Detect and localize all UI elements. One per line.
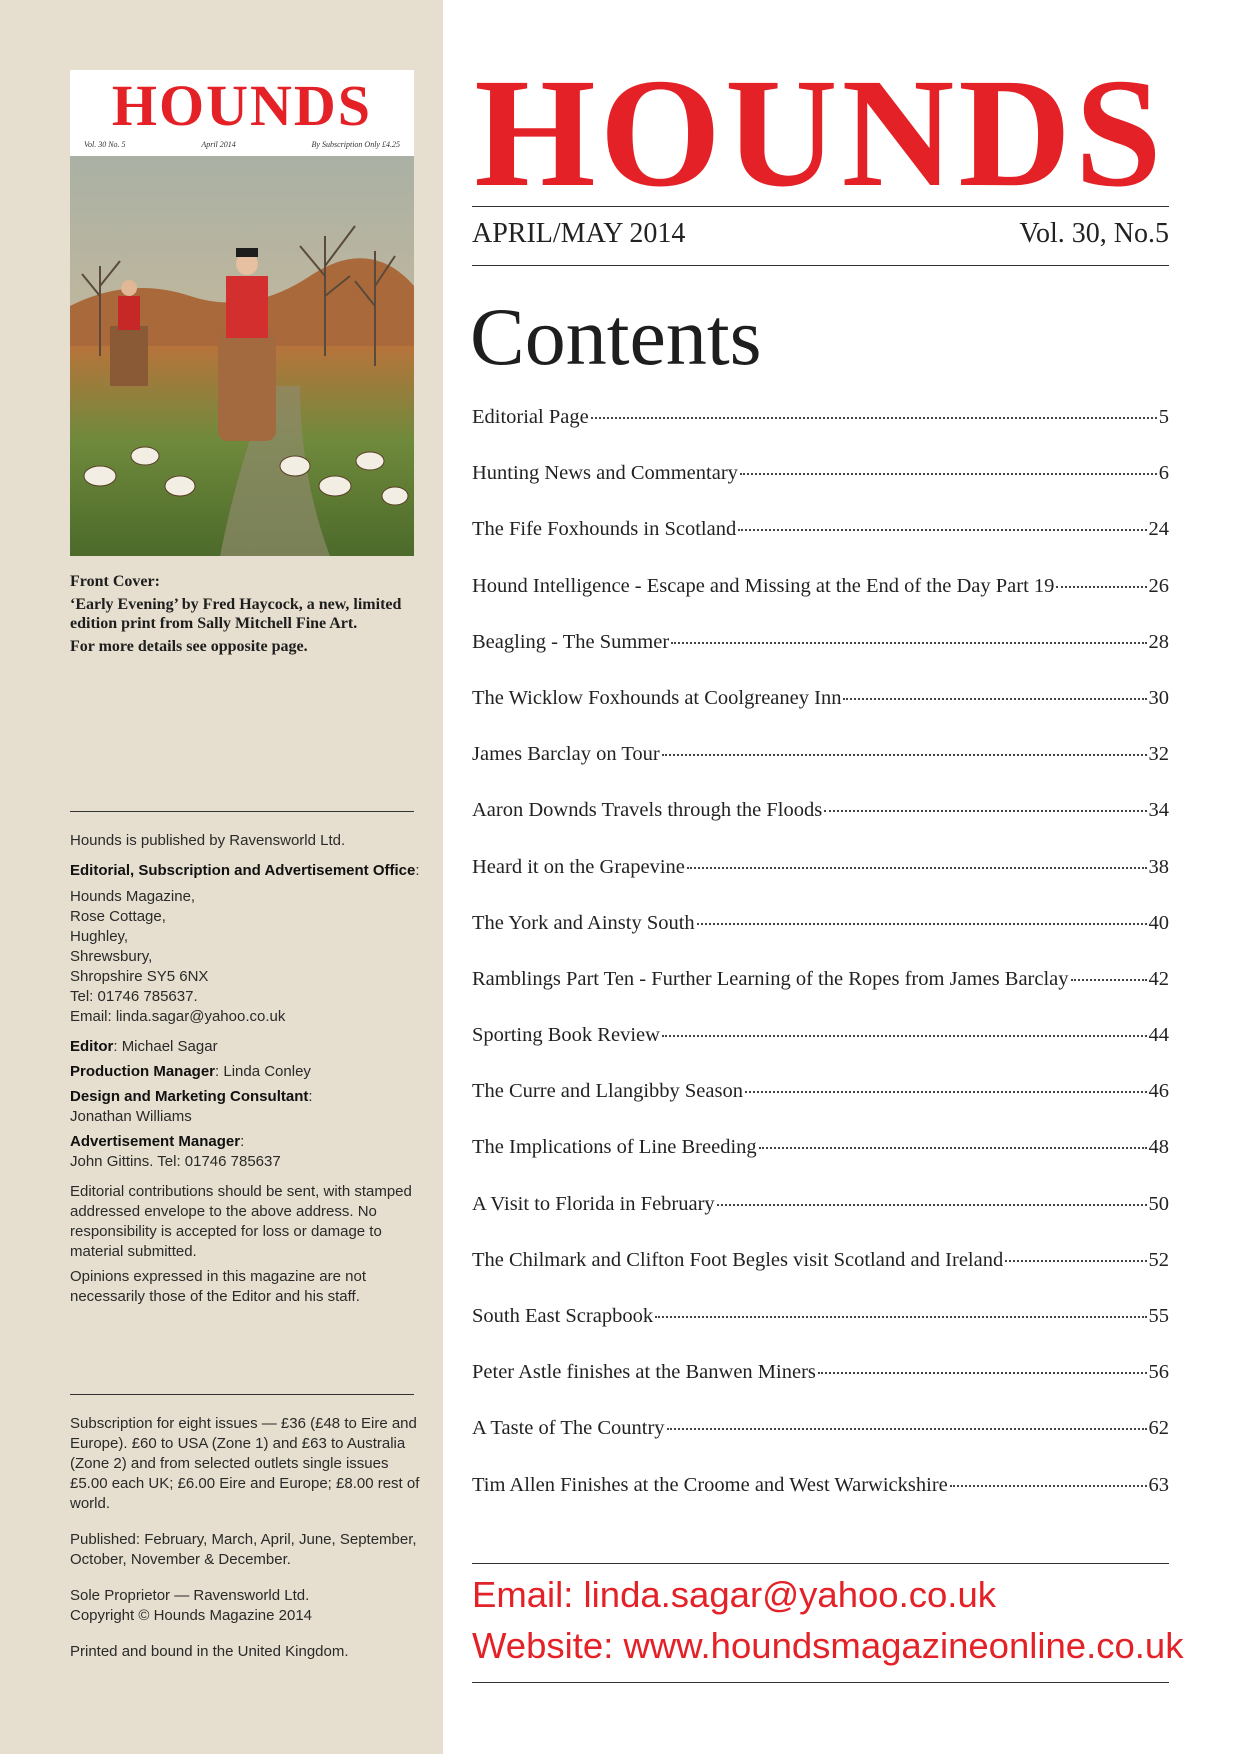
toc-page: 26	[1148, 574, 1169, 597]
toc-entry[interactable]	[472, 631, 1169, 687]
address-line: Shrewsbury,	[70, 948, 153, 965]
masthead: HOUNDS	[474, 46, 1166, 219]
toc-entry[interactable]	[472, 1080, 1169, 1136]
toc-title: Hound Intelligence - Escape and Missing at the End of the Day Part 19	[472, 574, 1055, 597]
issue-info	[472, 218, 1169, 250]
toc-entry[interactable]	[472, 799, 1169, 855]
toc-entry[interactable]	[472, 687, 1169, 743]
toc-page: 48	[1148, 1136, 1169, 1159]
cover-vol: Vol. 30 No. 5	[84, 140, 126, 149]
toc-leader	[745, 1091, 1147, 1093]
sole-proprietor: Sole Proprietor — Ravensworld Ltd.	[70, 1587, 310, 1604]
toc-page: 30	[1148, 686, 1169, 709]
toc-title: The Implications of Line Breeding	[472, 1136, 757, 1159]
office-address	[70, 887, 420, 1027]
toc-title: Peter Astle finishes at the Banwen Miners	[472, 1361, 816, 1384]
toc-entry[interactable]	[472, 743, 1169, 799]
cover-painting	[70, 156, 414, 556]
table-of-contents	[472, 406, 1169, 1530]
left-sidebar	[0, 0, 443, 1754]
toc-page: 38	[1148, 855, 1169, 878]
cover-price: By Subscription Only £4.25	[311, 140, 400, 149]
toc-page: 56	[1148, 1361, 1169, 1384]
toc-title: The Wicklow Foxhounds at Coolgreaney Inn	[472, 686, 842, 709]
toc-title: Tim Allen Finishes at the Croome and West Warwickshire	[472, 1473, 948, 1496]
divider	[70, 1394, 414, 1395]
toc-page: 34	[1148, 799, 1169, 822]
divider	[472, 1563, 1169, 1564]
toc-leader	[738, 529, 1146, 531]
toc-leader	[824, 810, 1146, 812]
toc-page: 62	[1148, 1417, 1169, 1440]
publication-months: Published: February, March, April, June, September, October, November & December.	[70, 1531, 417, 1568]
divider	[472, 1682, 1169, 1683]
toc-leader	[1056, 586, 1146, 588]
toc-title: South East Scrapbook	[472, 1305, 654, 1327]
office-heading: Editorial, Subscription and Advertisement Office:	[70, 862, 420, 879]
advert-credit: Advertisement Manager: John Gittins. Tel: 01746 785637	[70, 1133, 281, 1170]
toc-title: A Taste of The Country	[472, 1417, 665, 1440]
toc-page: 5	[1158, 406, 1169, 428]
toc-leader	[662, 754, 1147, 756]
toc-leader	[655, 1316, 1146, 1318]
toc-entry[interactable]	[472, 462, 1169, 518]
toc-title: The York and Ainsty South	[472, 911, 695, 934]
toc-page: 32	[1148, 743, 1169, 766]
toc-title: Editorial Page	[472, 406, 589, 428]
toc-leader	[1005, 1260, 1146, 1262]
toc-leader	[950, 1485, 1147, 1487]
address-line: Hounds Magazine,	[70, 888, 196, 905]
publisher-info	[70, 831, 420, 1307]
toc-leader	[759, 1147, 1147, 1149]
toc-leader	[667, 1428, 1147, 1430]
divider	[472, 265, 1169, 266]
toc-leader	[687, 867, 1147, 869]
toc-page: 52	[1148, 1248, 1169, 1271]
toc-leader	[662, 1035, 1147, 1037]
toc-entry[interactable]	[472, 1361, 1169, 1417]
toc-page: 6	[1158, 462, 1169, 485]
toc-entry[interactable]	[472, 1024, 1169, 1080]
caption-text: ‘Early Evening’ by Fred Haycock, a new, limited edition print from Sally Mitchell Fine Art.	[70, 596, 402, 632]
toc-leader	[717, 1204, 1147, 1206]
design-credit: Design and Marketing Consultant: Jonathan Williams	[70, 1088, 313, 1125]
toc-title: The Chilmark and Clifton Foot Begles visit Scotland and Ireland	[472, 1248, 1004, 1271]
toc-entry[interactable]	[472, 575, 1169, 631]
toc-entry[interactable]	[472, 406, 1169, 462]
address-line: Rose Cottage,	[70, 908, 166, 925]
toc-entry[interactable]	[472, 1417, 1169, 1473]
contents-title: Contents	[470, 291, 762, 382]
toc-leader	[1071, 979, 1147, 981]
toc-entry[interactable]	[472, 968, 1169, 1024]
address-line: Hughley,	[70, 928, 129, 945]
cover-header	[70, 70, 414, 156]
toc-page: 63	[1148, 1473, 1169, 1496]
published-by: Hounds is published by Ravensworld Ltd.	[70, 832, 346, 849]
cover-thumbnail	[70, 70, 414, 556]
toc-title: Beagling - The Summer	[472, 630, 670, 653]
divider	[70, 811, 414, 812]
toc-title: Ramblings Part Ten - Further Learning of the Ropes from James Barclay	[472, 967, 1069, 990]
toc-page: 50	[1148, 1192, 1169, 1215]
toc-title: A Visit to Florida in February	[472, 1192, 715, 1215]
toc-page: 55	[1148, 1305, 1169, 1327]
toc-leader	[843, 698, 1146, 700]
toc-title: Aaron Downds Travels through the Floods	[472, 799, 823, 822]
caption-heading: Front Cover:	[70, 573, 160, 590]
contact-email[interactable]: Email: linda.sagar@yahoo.co.uk	[472, 1574, 996, 1615]
toc-page: 42	[1148, 967, 1169, 990]
toc-entry[interactable]	[472, 1305, 1169, 1361]
contributions-note: Editorial contributions should be sent, with stamped addressed envelope to the above address. No responsibility is accepted for loss or damage to material submitted.	[70, 1183, 412, 1260]
toc-page: 24	[1148, 518, 1169, 541]
toc-entry[interactable]	[472, 1193, 1169, 1249]
toc-title: Heard it on the Grapevine	[472, 855, 685, 878]
toc-title: The Fife Foxhounds in Scotland	[472, 518, 737, 541]
editor-credit: Editor: Michael Sagar	[70, 1038, 218, 1055]
toc-page: 28	[1148, 630, 1169, 653]
toc-entry[interactable]	[472, 518, 1169, 574]
address-line: Shropshire SY5 6NX	[70, 968, 209, 985]
toc-entry[interactable]	[472, 1136, 1169, 1192]
toc-entry[interactable]	[472, 856, 1169, 912]
toc-title: Hunting News and Commentary	[472, 462, 738, 485]
cover-meta	[84, 140, 400, 149]
toc-leader	[671, 642, 1146, 644]
toc-page: 40	[1148, 911, 1169, 934]
toc-page: 44	[1148, 1024, 1169, 1047]
issue-volume: Vol. 30, No.5	[1019, 218, 1169, 249]
toc-leader	[697, 923, 1147, 925]
contact-website[interactable]: Website: www.houndsmagazineonline.co.uk	[472, 1625, 1184, 1666]
divider	[472, 206, 1169, 207]
toc-title: James Barclay on Tour	[472, 743, 660, 766]
toc-leader	[740, 473, 1157, 475]
address-line: Email: linda.sagar@yahoo.co.uk	[70, 1008, 286, 1025]
cover-date: April 2014	[201, 140, 236, 149]
cover-caption	[70, 572, 420, 660]
subscription-rates: Subscription for eight issues — £36 (£48 to Eire and Europe). £60 to USA (Zone 1) and £63 to Australia (Zone 2) and from selected outlets single issues £5.00 each UK; £6.00 Eire and Europe; £8.00 rest of world.	[70, 1415, 420, 1512]
toc-entry[interactable]	[472, 912, 1169, 968]
production-credit: Production Manager: Linda Conley	[70, 1063, 311, 1080]
printed-note: Printed and bound in the United Kingdom.	[70, 1643, 349, 1660]
toc-leader	[591, 417, 1157, 419]
subscription-info	[70, 1414, 420, 1662]
cover-title: HOUNDS	[111, 73, 373, 138]
toc-title: The Curre and Llangibby Season	[472, 1080, 743, 1103]
toc-title: Sporting Book Review	[472, 1024, 660, 1047]
toc-entry[interactable]	[472, 1249, 1169, 1305]
toc-entry[interactable]	[472, 1474, 1169, 1530]
toc-leader	[818, 1372, 1147, 1374]
address-line: Tel: 01746 785637.	[70, 988, 198, 1005]
copyright: Copyright © Hounds Magazine 2014	[70, 1607, 313, 1624]
toc-page: 46	[1148, 1080, 1169, 1103]
issue-date: APRIL/MAY 2014	[472, 218, 686, 249]
opinions-note: Opinions expressed in this magazine are not necessarily those of the Editor and his staff.	[70, 1268, 367, 1305]
caption-more: For more details see opposite page.	[70, 638, 308, 655]
